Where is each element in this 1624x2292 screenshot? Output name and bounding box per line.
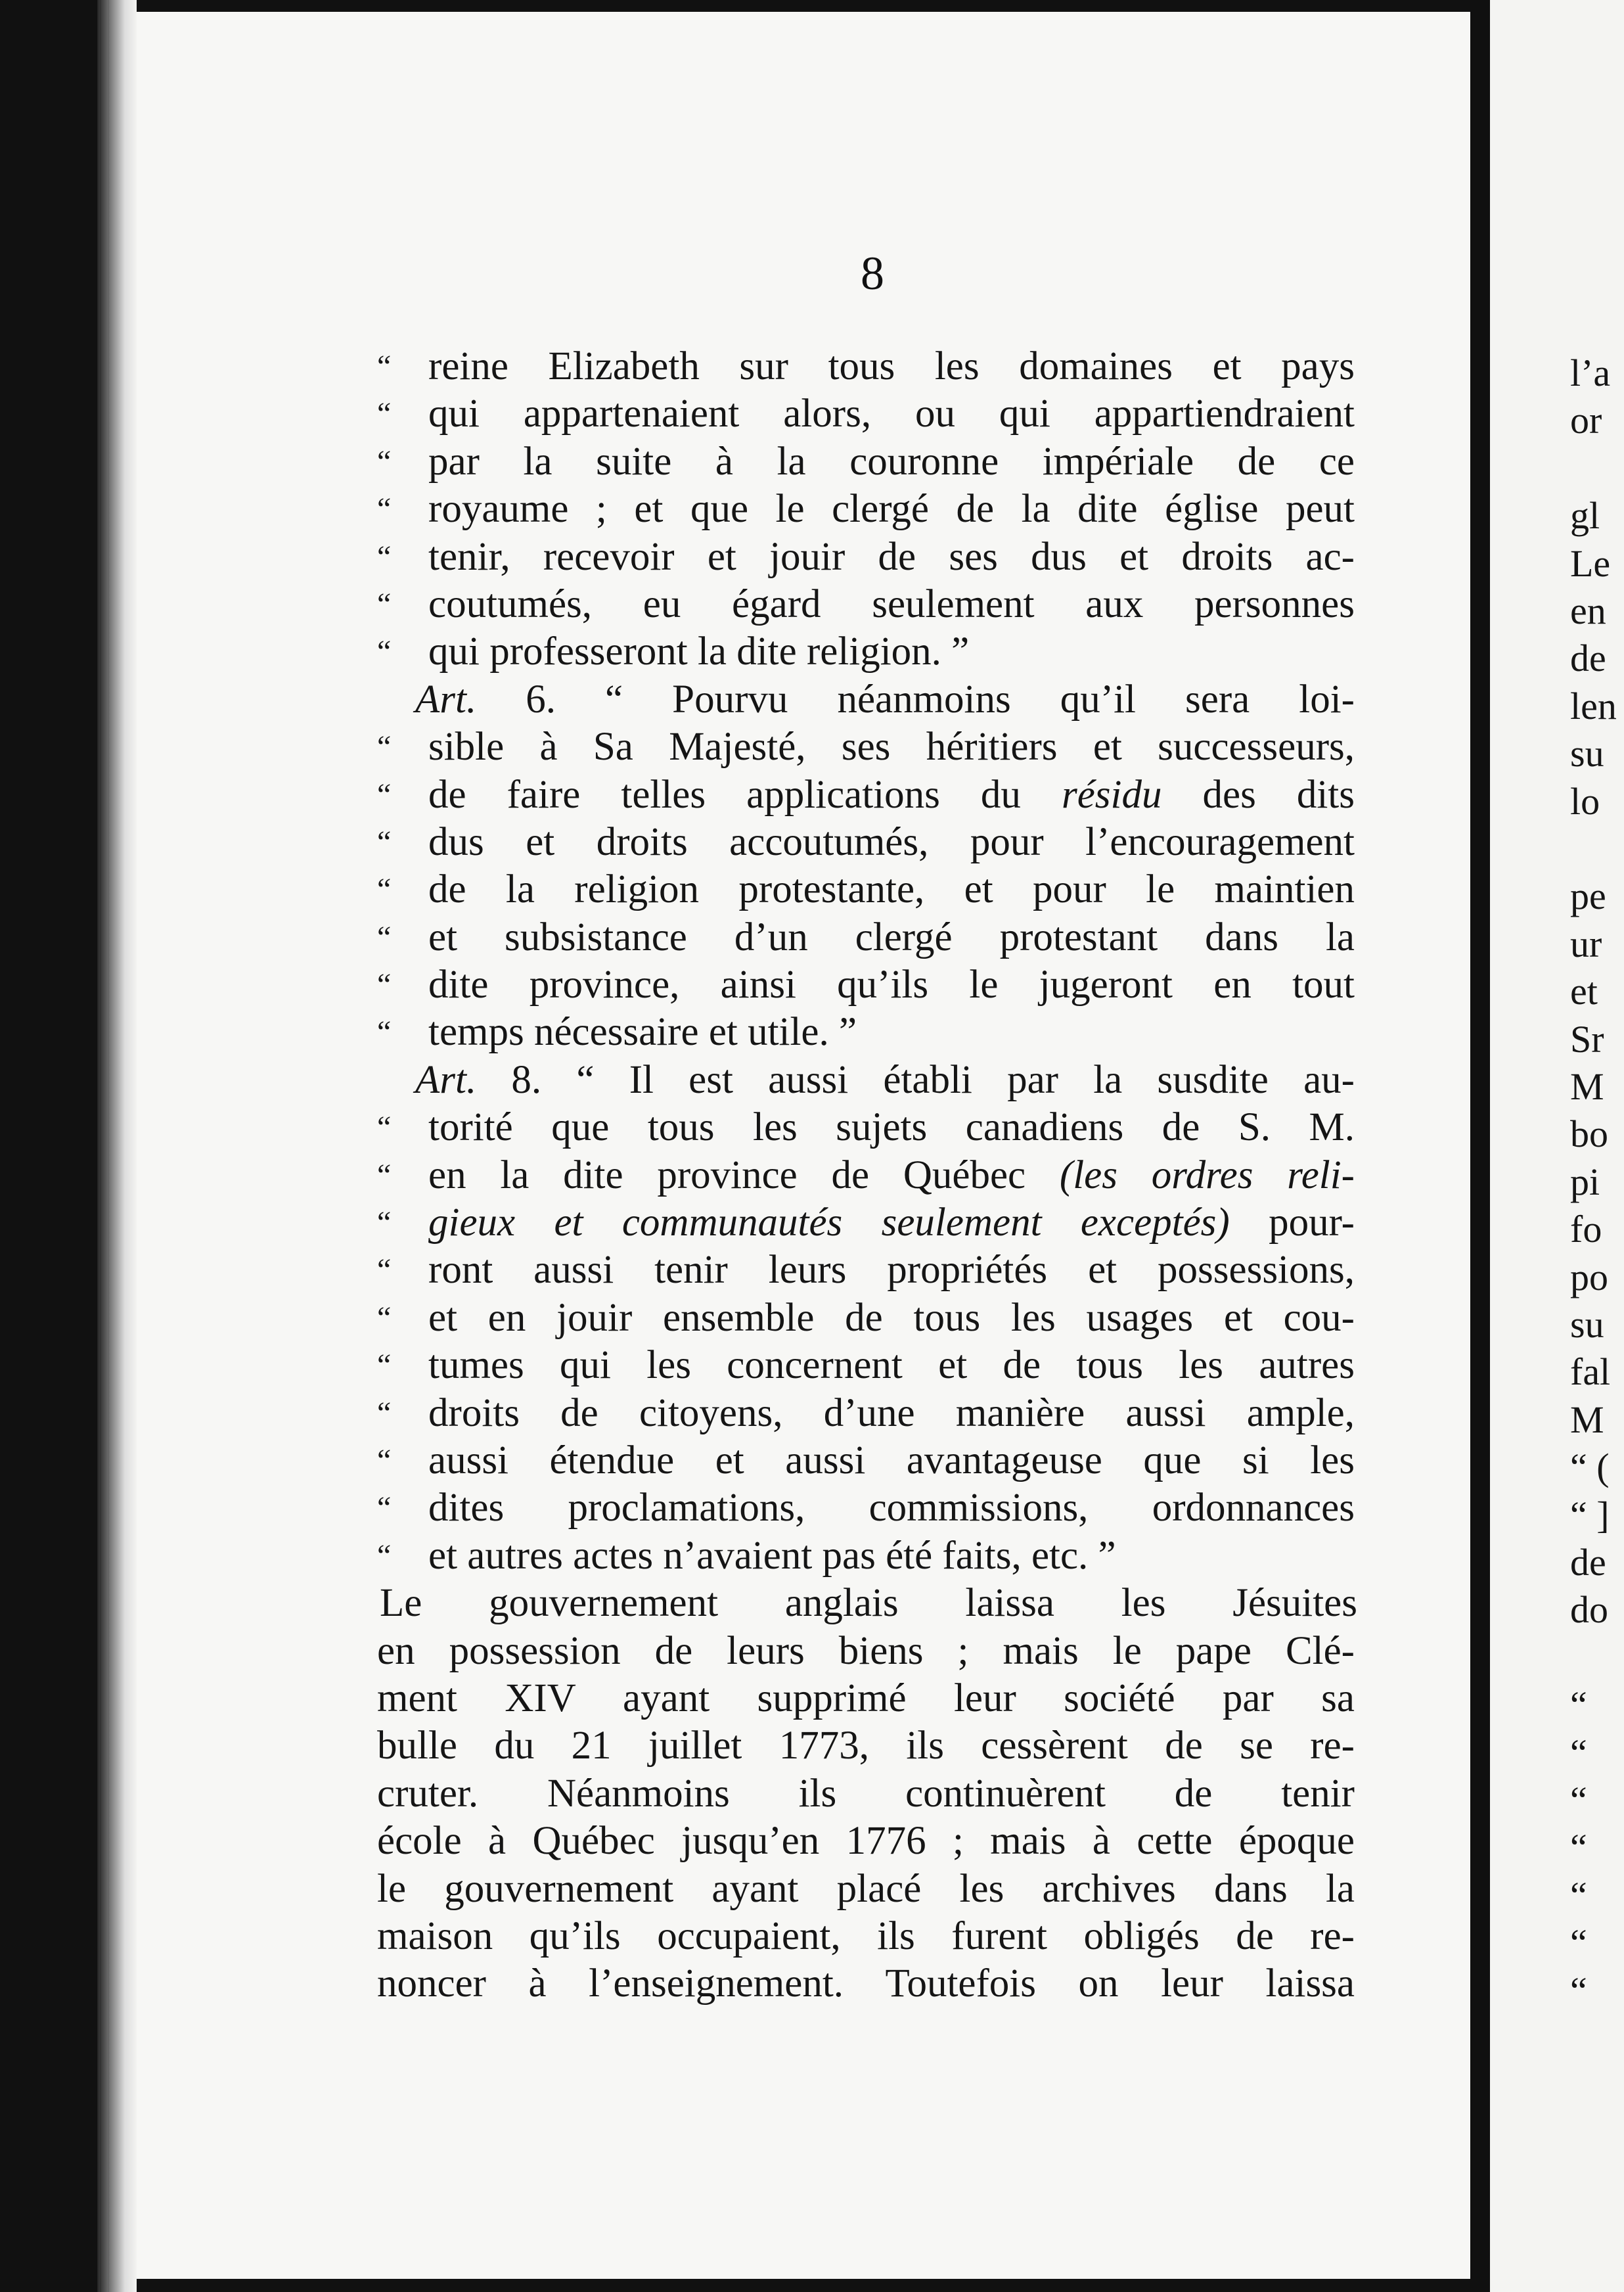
line-text: noncer à l’enseignement. Toutefois on leur laissa	[377, 1961, 1355, 2006]
facing-page-fragment: M	[1570, 1065, 1604, 1108]
line-text: et en jouir ensemble de tous les usages et cou-	[428, 1295, 1355, 1340]
line-text: dus et droits accoutumés, pour l’encouragement	[428, 819, 1355, 864]
text-line	[377, 914, 1356, 961]
paragraph-line	[377, 1580, 1356, 1627]
text-line	[377, 1484, 1356, 1532]
line-text: et subsistance d’un clergé protestant dans la	[428, 915, 1355, 959]
line-text: royaume ; et que le clergé de la dite église peut	[428, 487, 1355, 532]
paragraph-line	[377, 1770, 1356, 1818]
facing-page-fragment: “	[1570, 1969, 1587, 2012]
text-line	[377, 343, 1356, 390]
line-text: tenir, recevoir et jouir de ses dus et droits ac-	[428, 534, 1355, 579]
paragraph-line	[377, 1818, 1356, 1865]
paragraph-line	[377, 1913, 1356, 1960]
quote-mark: “	[377, 396, 392, 432]
text-line	[377, 1057, 1356, 1104]
line-text: en possession de leurs biens ; mais le pape Clé-	[377, 1628, 1355, 1673]
quote-mark: “	[377, 1348, 392, 1383]
binding-gutter	[97, 0, 137, 2292]
quote-mark: “	[377, 539, 392, 574]
paragraph-line	[377, 1722, 1356, 1770]
facing-page-fragment: de	[1570, 1541, 1606, 1584]
binding-rule	[107, 0, 109, 2292]
facing-page-fragment: bo	[1570, 1112, 1608, 1156]
quote-mark: “	[377, 1252, 392, 1288]
text-line	[377, 534, 1356, 581]
facing-page-fragment: do	[1570, 1588, 1608, 1632]
facing-page-fragment: en	[1570, 589, 1606, 632]
quote-mark: “	[377, 824, 392, 860]
text-line	[377, 676, 1356, 723]
facing-page-fragment: fo	[1570, 1208, 1602, 1251]
text-line	[377, 771, 1356, 819]
line-text: reine Elizabeth sur tous les domaines et pays	[428, 344, 1355, 388]
quote-mark: “	[377, 729, 392, 765]
facing-page-fragment: or	[1570, 399, 1602, 442]
facing-page-fragment: “	[1570, 1826, 1587, 1869]
facing-page-fragment: “	[1570, 1921, 1587, 1965]
line-text: Art. 8. “ Il est aussi établi par la susdite au-	[415, 1057, 1355, 1102]
quote-mark: “	[377, 919, 392, 955]
line-text: aussi étendue et aussi avantageuse que si les	[428, 1438, 1355, 1482]
quote-mark: “	[377, 634, 392, 670]
facing-page-fragment: “	[1570, 1873, 1587, 1917]
facing-page-fragment: Le	[1570, 541, 1611, 585]
quote-mark: “	[377, 349, 392, 384]
quote-mark: “	[377, 1205, 392, 1241]
binding-rule	[99, 0, 101, 2292]
text-line	[377, 438, 1356, 486]
line-text: par la suite à la couronne impériale de ce	[428, 439, 1355, 484]
text-line	[377, 581, 1356, 628]
text-line	[377, 961, 1356, 1009]
line-text: cruter. Néanmoins ils continuèrent de tenir	[377, 1771, 1355, 1816]
facing-page-fragment: fal	[1570, 1350, 1611, 1394]
line-text: dites proclamations, commissions, ordonnances	[428, 1486, 1355, 1530]
facing-page-fragment: pe	[1570, 875, 1606, 918]
quote-mark: “	[377, 444, 392, 479]
text-line	[377, 819, 1356, 866]
line-text: gieux et communautés seulement exceptés) pour-	[428, 1201, 1355, 1245]
facing-page-fragment: gl	[1570, 494, 1600, 538]
text-line	[377, 1532, 1356, 1580]
facing-page-fragment: “	[1570, 1731, 1587, 1774]
line-text: Le gouvernement anglais laissa les Jésuites	[380, 1581, 1357, 1626]
line-text: bulle du 21 juillet 1773, ils cessèrent de se re-	[377, 1724, 1355, 1768]
paragraph-line	[377, 1628, 1356, 1675]
text-line	[377, 1437, 1356, 1484]
text-line	[377, 1009, 1356, 1056]
line-text: Art. 6. “ Pourvu néanmoins qu’il sera loi-	[415, 677, 1355, 722]
text-line	[377, 486, 1356, 533]
quote-mark: “	[377, 1015, 392, 1050]
quote-mark: “	[377, 872, 392, 907]
line-text: ment XIV ayant supprimé leur société par sa	[377, 1676, 1355, 1720]
facing-page-fragment: “	[1570, 1779, 1587, 1822]
facing-page-fragment: po	[1570, 1255, 1608, 1298]
quote-mark: “	[377, 1300, 392, 1335]
main-paragraph	[377, 1580, 1356, 2008]
quoted-articles	[377, 343, 1356, 1580]
line-text: ront aussi tenir leurs propriétés et possessions,	[428, 1248, 1355, 1293]
facing-page-fragment: l’a	[1570, 352, 1611, 394]
facing-page-fragment: de	[1570, 637, 1606, 680]
text-line	[377, 1199, 1356, 1247]
facing-page-fragment: len	[1570, 684, 1617, 727]
line-text: et autres actes n’avaient pas été faits, etc. ”	[428, 1533, 1116, 1578]
text-line	[377, 866, 1356, 913]
line-text: dite province, ainsi qu’ils le jugeront en tout	[428, 963, 1355, 1007]
line-text: de faire telles applications du résidu des dits	[428, 772, 1355, 817]
quote-mark: “	[377, 586, 392, 622]
facing-page-fragment: ur	[1570, 922, 1602, 965]
text-line	[377, 1104, 1356, 1151]
text-line	[377, 1152, 1356, 1199]
line-text: en la dite province de Québec (les ordres reli-	[428, 1153, 1355, 1197]
quote-mark: “	[377, 1538, 392, 1573]
quote-mark: “	[377, 1490, 392, 1526]
body-text	[377, 343, 1356, 2008]
facing-page-fragment: M	[1570, 1398, 1604, 1441]
line-text: école à Québec jusqu’en 1776 ; mais à cette époque	[377, 1819, 1355, 1864]
text-line	[377, 628, 1356, 676]
line-text: maison qu’ils occupaient, ils furent obligés de re-	[377, 1914, 1355, 1958]
article-label: Art.	[415, 677, 477, 722]
facing-page-fragment: su	[1570, 732, 1604, 775]
text-line	[377, 1295, 1356, 1342]
text-line	[377, 723, 1356, 771]
line-text: qui appartenaient alors, ou qui appartiendraient	[428, 392, 1355, 436]
line-text: le gouvernement ayant placé les archives dans la	[377, 1866, 1355, 1911]
facing-page-fragment: pi	[1570, 1160, 1600, 1203]
line-text: de la religion protestante, et pour le maintien	[428, 867, 1355, 912]
line-text: torité que tous les sujets canadiens de S. M.	[428, 1105, 1355, 1150]
text-line	[377, 390, 1356, 438]
quote-mark: “	[377, 967, 392, 1003]
facing-page-fragment: “ (	[1570, 1446, 1610, 1489]
facing-page-fragment: “	[1570, 1684, 1587, 1727]
italic-text: résidu	[1061, 772, 1162, 817]
quote-mark: “	[377, 1395, 392, 1431]
paragraph-line	[377, 1675, 1356, 1722]
line-text: coutumés, eu égard seulement aux personnes	[428, 582, 1355, 626]
facing-page-fragment: et	[1570, 970, 1598, 1013]
paragraph-line	[377, 1866, 1356, 1913]
page-number: 8	[861, 247, 884, 300]
line-text: qui professeront la dite religion. ”	[428, 630, 970, 674]
text-line	[377, 1247, 1356, 1294]
line-text: sible à Sa Majesté, ses héritiers et successeurs,	[428, 725, 1355, 769]
quote-mark: “	[377, 1110, 392, 1145]
quote-mark: “	[377, 777, 392, 812]
article-label: Art.	[415, 1057, 477, 1102]
line-text: droits de citoyens, d’une manière aussi ample,	[428, 1390, 1355, 1435]
italic-text: gieux et communautés seulement exceptés)	[428, 1201, 1230, 1245]
text-line	[377, 1342, 1356, 1389]
line-text: temps nécessaire et utile. ”	[428, 1010, 857, 1055]
facing-page-fragment: lo	[1570, 779, 1600, 823]
quote-mark: “	[377, 1442, 392, 1478]
line-text: tumes qui les concernent et de tous les autres	[428, 1343, 1355, 1388]
facing-page-fragment: “ ]	[1570, 1493, 1610, 1536]
facing-page-fragment: Sr	[1570, 1017, 1604, 1061]
paragraph-line	[377, 1960, 1356, 2007]
quote-mark: “	[377, 492, 392, 527]
quote-mark: “	[377, 1157, 392, 1193]
facing-page-fragment: su	[1570, 1303, 1604, 1346]
italic-text: (les ordres reli-	[1059, 1153, 1355, 1197]
text-line	[377, 1390, 1356, 1437]
